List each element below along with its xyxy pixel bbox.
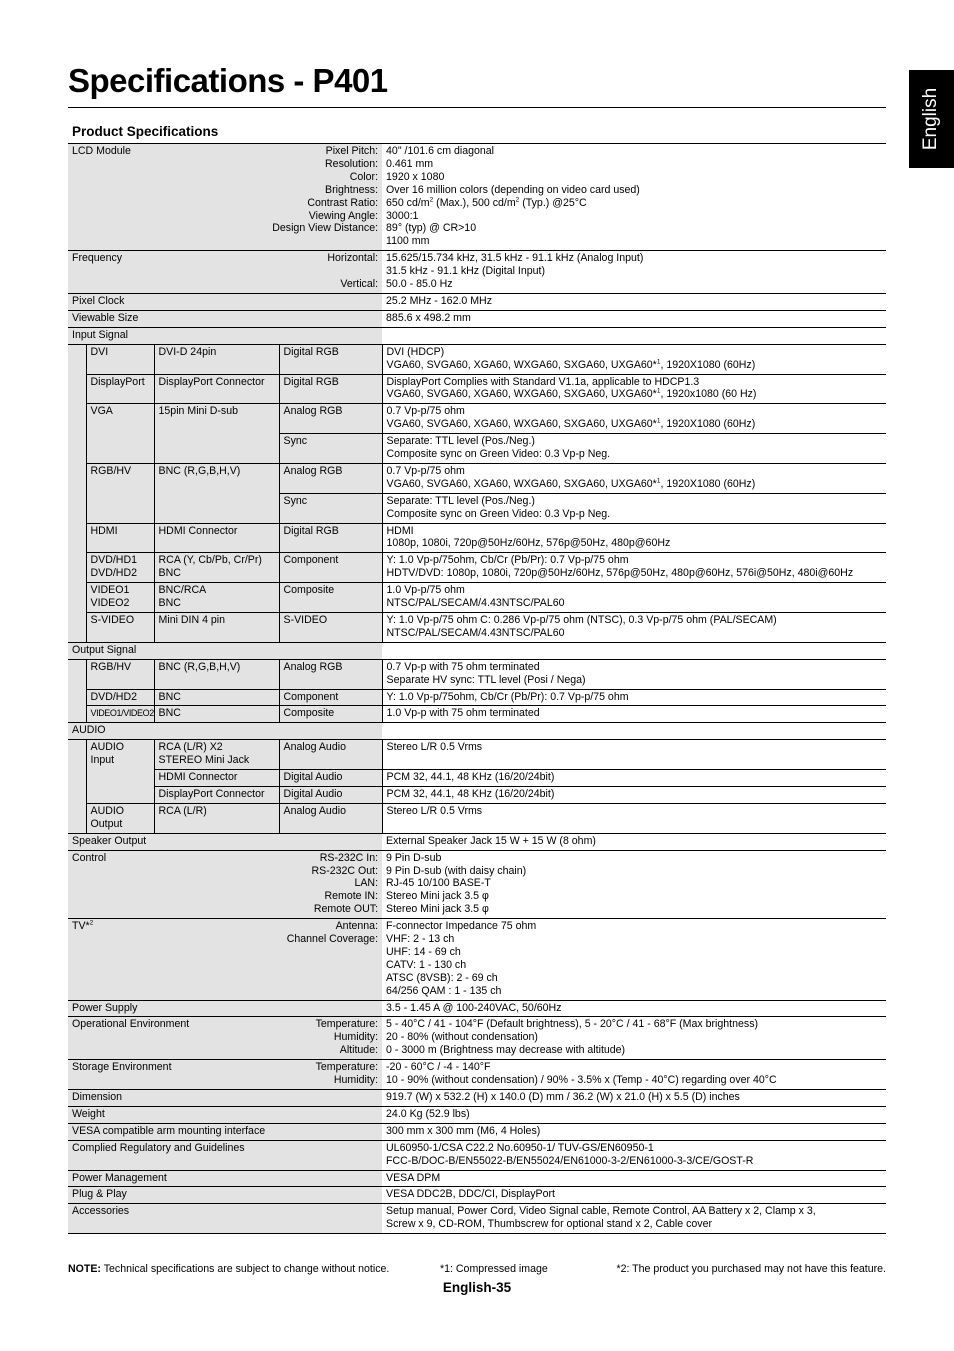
row-label: Accessories xyxy=(68,1204,382,1234)
row-label: TV*$^2$ xyxy=(68,919,154,1000)
signal-type: Sync xyxy=(279,434,382,464)
row-value: Separate: TTL level (Pos./Neg.) Composite sync on Green Video: 0.3 Vp-p Neg. xyxy=(382,493,886,523)
table-row xyxy=(68,919,886,1000)
table-row xyxy=(68,770,886,787)
row-label: Power Supply xyxy=(68,1000,382,1017)
table-row xyxy=(68,803,886,833)
connector: DisplayPort Connector xyxy=(154,374,279,404)
row-value: 3.5 - 1.45 A @ 100-240VAC, 50/60Hz xyxy=(382,1000,886,1017)
connector: Mini DIN 4 pin xyxy=(154,613,279,643)
footnote-1: *1: Compressed image xyxy=(440,1263,548,1275)
connector-type: DisplayPort xyxy=(86,374,154,404)
row-label: LCD Module xyxy=(68,144,154,251)
row-value: 0.7 Vp-p/75 ohm VGA60, SVGA60, XGA60, WXGA60, SXGA60, UXGA60*$^1$, 1920X1080 (60Hz) xyxy=(382,404,886,434)
row-value: 300 mm x 300 mm (M6, 4 Holes) xyxy=(382,1123,886,1140)
signal-type: Composite xyxy=(279,706,382,723)
row-value: 1.0 Vp-p/75 ohm NTSC/PAL/SECAM/4.43NTSC/PAL60 xyxy=(382,583,886,613)
row-label: VESA compatible arm mounting interface xyxy=(68,1123,382,1140)
row-label: Storage Environment xyxy=(68,1060,279,1090)
table-row xyxy=(68,642,886,659)
row-label: Control xyxy=(68,850,154,919)
signal-type: Digital Audio xyxy=(279,786,382,803)
connector: BNC xyxy=(154,706,279,723)
table-row xyxy=(68,706,886,723)
row-value: UL60950-1/CSA C22.2 No.60950-1/ TUV-GS/EN60950-1 FCC-B/DOC-B/EN55022-B/EN55024/EN61000-3-2/EN61000-3-3/CE/GOST-R xyxy=(382,1140,886,1170)
row-value: Separate: TTL level (Pos./Neg.) Composite sync on Green Video: 0.3 Vp-p Neg. xyxy=(382,434,886,464)
language-tab xyxy=(909,70,954,168)
connector-type: HDMI xyxy=(86,523,154,553)
row-label: Complied Regulatory and Guidelines xyxy=(68,1140,382,1170)
connector: DisplayPort Connector xyxy=(154,786,279,803)
row-sublabels: Temperature: Humidity: Altitude: xyxy=(279,1017,382,1060)
row-value: DisplayPort Complies with Standard V1.1a, applicable to HDCP1.3 VGA60, SVGA60, XGA60, WXGA60, SXGA60, UXGA60*$^1$, 1920x1080 (60 Hz) xyxy=(382,374,886,404)
row-value: 919.7 (W) x 532.2 (H) x 140.0 (D) mm / 36.2 (W) x 21.0 (H) x 5.5 (D) inches xyxy=(382,1090,886,1107)
signal-type: Digital RGB xyxy=(279,523,382,553)
connector: HDMI Connector xyxy=(154,770,279,787)
page-title: Specifications - P401 xyxy=(68,62,388,99)
connector-type: DVD/HD1 DVD/HD2 xyxy=(86,553,154,583)
row-label: Speaker Output xyxy=(68,833,382,850)
indent-cell xyxy=(68,344,86,642)
table-row xyxy=(68,251,886,294)
table-row xyxy=(68,1170,886,1187)
table-row xyxy=(68,659,886,689)
row-sublabels: Pixel Pitch: Resolution: Color: Brightness: Contrast Ratio: Viewing Angle: Design View Distance: xyxy=(154,144,382,251)
row-value: DVI (HDCP) VGA60, SVGA60, XGA60, WXGA60, SXGA60, UXGA60*$^1$, 1920X1080 (60Hz) xyxy=(382,344,886,374)
row-value xyxy=(382,723,886,740)
signal-type: Component xyxy=(279,689,382,706)
row-value xyxy=(382,327,886,344)
language-tab-label: English xyxy=(920,87,942,151)
row-value: 5 - 40°C / 41 - 104°F (Default brightness), 5 - 20°C / 41 - 68°F (Max brightness) 20 - 80% (without condensation) 0 - 3000 m (Brightness may decrease with altitude) xyxy=(382,1017,886,1060)
connector: HDMI Connector xyxy=(154,523,279,553)
row-value: Setup manual, Power Cord, Video Signal cable, Remote Control, AA Battery x 2, Clamp x 3, Screw x 9, CD-ROM, Thumbscrew for optional stand x 2, Cable cover xyxy=(382,1204,886,1234)
table-row xyxy=(68,1000,886,1017)
connector: BNC (R,G,B,H,V) xyxy=(154,659,279,689)
row-value: Y: 1.0 Vp-p/75ohm, Cb/Cr (Pb/Pr): 0.7 Vp-p/75 ohm xyxy=(382,689,886,706)
connector: RCA (L/R) X2 STEREO Mini Jack xyxy=(154,740,279,770)
connector: RCA (L/R) xyxy=(154,803,279,833)
table-row xyxy=(68,293,886,310)
row-label: Weight xyxy=(68,1106,382,1123)
connector: BNC (R,G,B,H,V) xyxy=(154,463,279,523)
connector-type: AUDIO Output xyxy=(86,803,154,833)
specifications-table xyxy=(68,143,886,1234)
signal-type: Digital RGB xyxy=(279,344,382,374)
row-value: Y: 1.0 Vp-p/75ohm, Cb/Cr (Pb/Pr): 0.7 Vp-p/75 ohm HDTV/DVD: 1080p, 1080i, 720p@50Hz/60Hz, 576p@50Hz, 480p@60Hz, 576i@50Hz, 480i@60Hz xyxy=(382,553,886,583)
connector-type: DVD/HD2 xyxy=(86,689,154,706)
table-row xyxy=(68,723,886,740)
signal-type: Sync xyxy=(279,493,382,523)
row-value: PCM 32, 44.1, 48 KHz (16/20/24bit) xyxy=(382,786,886,803)
row-value: 0.7 Vp-p with 75 ohm terminated Separate HV sync: TTL level (Posi / Nega) xyxy=(382,659,886,689)
table-row xyxy=(68,310,886,327)
table-row xyxy=(68,327,886,344)
table-row xyxy=(68,523,886,553)
connector: BNC xyxy=(154,689,279,706)
connector-type: VGA xyxy=(86,404,154,464)
table-row xyxy=(68,740,886,770)
signal-type: Analog RGB xyxy=(279,659,382,689)
connector-type: RGB/HV xyxy=(86,463,154,523)
row-value: F-connector Impedance 75 ohm VHF: 2 - 13 ch UHF: 14 - 69 ch CATV: 1 - 130 ch ATSC (8VSB): 2 - 69 ch 64/256 QAM : 1 - 135 ch xyxy=(382,919,886,1000)
connector-type: AUDIO Input xyxy=(86,740,154,804)
row-value: Stereo L/R 0.5 Vrms xyxy=(382,803,886,833)
signal-type: Analog Audio xyxy=(279,803,382,833)
row-value: 24.0 Kg (52.9 lbs) xyxy=(382,1106,886,1123)
table-row xyxy=(68,689,886,706)
footnote-2: *2: The product you purchased may not have this feature. xyxy=(616,1263,886,1275)
table-row xyxy=(68,344,886,374)
signal-type: Digital Audio xyxy=(279,770,382,787)
signal-type: Analog Audio xyxy=(279,740,382,770)
row-value: 9 Pin D-sub 9 Pin D-sub (with daisy chain) RJ-45 10/100 BASE-T Stereo Mini jack 3.5 φ Stereo Mini jack 3.5 φ xyxy=(382,850,886,919)
table-row xyxy=(68,833,886,850)
row-value: VESA DDC2B, DDC/CI, DisplayPort xyxy=(382,1187,886,1204)
connector: RCA (Y, Cb/Pb, Cr/Pr) BNC xyxy=(154,553,279,583)
group-label-output-signal: Output Signal xyxy=(68,642,382,659)
page-number: English-35 xyxy=(442,1280,512,1295)
table-row xyxy=(68,144,886,251)
table-row xyxy=(68,553,886,583)
row-label: Frequency xyxy=(68,251,154,294)
row-label: Operational Environment xyxy=(68,1017,279,1060)
row-sublabels: Temperature: Humidity: xyxy=(279,1060,382,1090)
table-row xyxy=(68,374,886,404)
section-heading: Product Specifications xyxy=(72,124,219,139)
row-sublabels: RS-232C In: RS-232C Out: LAN: Remote IN: Remote OUT: xyxy=(154,850,382,919)
table-row xyxy=(68,1204,886,1234)
connector-type: DVI xyxy=(86,344,154,374)
row-value: Stereo L/R 0.5 Vrms xyxy=(382,740,886,770)
row-sublabels: Horizontal: Vertical: xyxy=(154,251,382,294)
signal-type: Analog RGB xyxy=(279,404,382,434)
row-value: 885.6 x 498.2 mm xyxy=(382,310,886,327)
signal-type: Digital RGB xyxy=(279,374,382,404)
row-value: HDMI 1080p, 1080i, 720p@50Hz/60Hz, 576p@50Hz, 480p@60Hz xyxy=(382,523,886,553)
connector-type: RGB/HV xyxy=(86,659,154,689)
row-label: Plug & Play xyxy=(68,1187,382,1204)
connector-type: VIDEO1 VIDEO2 xyxy=(86,583,154,613)
row-value: 40" /101.6 cm diagonal 0.461 mm 1920 x 1080 Over 16 million colors (depending on video card used) 650 $cd/m^2$ (Max.), 500 $cd/m^2$ (Typ.) @25°C 3000:1 89° (typ) @ CR>10 1100 mm xyxy=(382,144,886,251)
row-label: Pixel Clock xyxy=(68,293,382,310)
connector: 15pin Mini D-sub xyxy=(154,404,279,464)
row-value: 15.625/15.734 kHz, 31.5 kHz - 91.1 kHz (Analog Input) 31.5 kHz - 91.1 kHz (Digital Input) 50.0 - 85.0 Hz xyxy=(382,251,886,294)
row-value: 0.7 Vp-p/75 ohm VGA60, SVGA60, XGA60, WXGA60, SXGA60, UXGA60*$^1$, 1920X1080 (60Hz) xyxy=(382,463,886,493)
row-value: VESA DPM xyxy=(382,1170,886,1187)
row-label: Viewable Size xyxy=(68,310,382,327)
table-row xyxy=(68,1140,886,1170)
indent-cell xyxy=(68,740,86,833)
signal-type: Composite xyxy=(279,583,382,613)
row-label: Dimension xyxy=(68,1090,382,1107)
title-divider xyxy=(68,107,886,108)
table-row xyxy=(68,786,886,803)
row-label: Power Management xyxy=(68,1170,382,1187)
table-row xyxy=(68,1017,886,1060)
table-row xyxy=(68,463,886,493)
table-row xyxy=(68,1060,886,1090)
indent-cell xyxy=(68,659,86,723)
connector: DVI-D 24pin xyxy=(154,344,279,374)
signal-type: S-VIDEO xyxy=(279,613,382,643)
group-label-input-signal: Input Signal xyxy=(68,327,382,344)
signal-type: Component xyxy=(279,553,382,583)
row-value: Y: 1.0 Vp-p/75 ohm C: 0.286 Vp-p/75 ohm (NTSC), 0.3 Vp-p/75 ohm (PAL/SECAM) NTSC/PAL/SECAM/4.43NTSC/PAL60 xyxy=(382,613,886,643)
table-row xyxy=(68,1123,886,1140)
table-row xyxy=(68,1187,886,1204)
note: NOTE: Technical specifications are subject to change without notice. xyxy=(68,1263,390,1275)
table-row xyxy=(68,583,886,613)
row-value: 1.0 Vp-p with 75 ohm terminated xyxy=(382,706,886,723)
row-value xyxy=(382,642,886,659)
table-row xyxy=(68,404,886,434)
table-row xyxy=(68,613,886,643)
row-sublabels: Antenna: Channel Coverage: xyxy=(154,919,382,1000)
row-value: -20 - 60°C / -4 - 140°F 10 - 90% (without condensation) / 90% - 3.5% x (Temp - 40°C) regarding over 40°C xyxy=(382,1060,886,1090)
table-row xyxy=(68,1106,886,1123)
connector-type: VIDEO1/VIDEO2 xyxy=(86,706,154,723)
table-row xyxy=(68,850,886,919)
row-value: PCM 32, 44.1, 48 KHz (16/20/24bit) xyxy=(382,770,886,787)
row-value: External Speaker Jack 15 W + 15 W (8 ohm) xyxy=(382,833,886,850)
connector: BNC/RCA BNC xyxy=(154,583,279,613)
row-value: 25.2 MHz - 162.0 MHz xyxy=(382,293,886,310)
table-row xyxy=(68,1090,886,1107)
signal-type: Analog RGB xyxy=(279,463,382,493)
group-label-audio: AUDIO xyxy=(68,723,382,740)
connector-type: S-VIDEO xyxy=(86,613,154,643)
